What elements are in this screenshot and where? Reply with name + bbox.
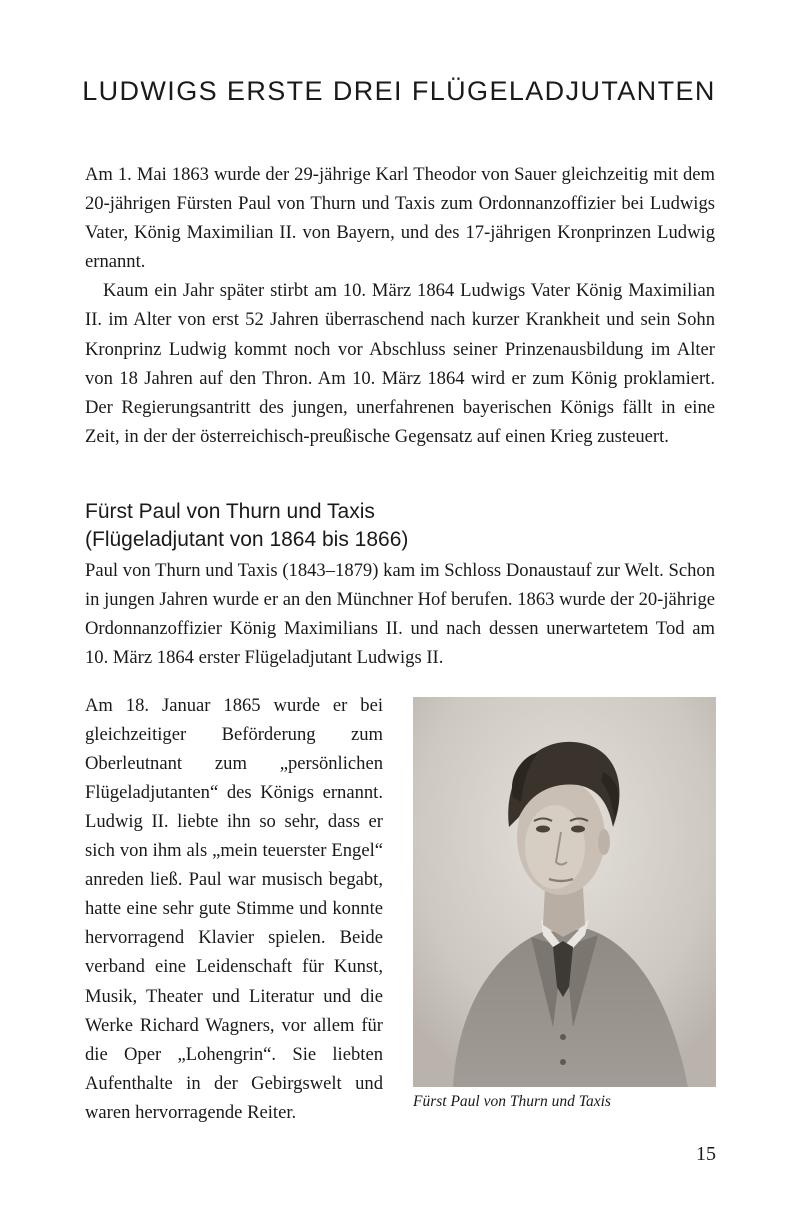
intro-paragraph-2: Kaum ein Jahr später stirbt am 10. März 1864 Ludwigs Vater König Maximilian II. im Alter von erst 52 Jahren überraschend nach kurzer Krankheit und sein Sohn Kronprinz Ludwig kommt noch vor Abschluss seiner Prinzenausbildung im Alter von 18 Jahren auf den Thron. Am 10. März 1864 wird er zum König proklamiert. Der Regierungsantritt des jungen, unerfahrenen bayerischen Königs fällt in eine Zeit, in der der österreichisch-preußische Gegensatz auf einen Krieg zusteuert. <box>85 280 715 447</box>
section-heading-name: Fürst Paul von Thurn und Taxis <box>85 500 375 523</box>
section-paragraph-full: Paul von Thurn und Taxis (1843–1879) kam im Schloss Donaustauf zur Welt. Schon in jungen Jahren wurde er an den Münchner Hof berufen. 1863 wurde der 20-jährige Ordonnanzoffizier König Maximilians II. und nach dessen unerwartetem Tod am 10. März 1864 erster Flügeladjutant Ludwigs II. <box>85 560 715 669</box>
intro-paragraph-1: Am 1. Mai 1863 wurde der 29-jährige Karl Theodor von Sauer gleichzeitig mit dem 20-jährigen Fürsten Paul von Thurn und Taxis zum Ordonnanzoffizier bei Ludwigs Vater, König Maximilian II. von Bayern, und des 17-jährigen Kronprinzen Ludwig ernannt. <box>85 164 715 273</box>
portrait-figure <box>413 697 716 1111</box>
section-body <box>85 556 715 672</box>
intro-text <box>85 160 715 451</box>
section-heading-subtitle: (Flügeladjutant von 1864 bis 1866) <box>85 528 409 551</box>
section-wrap-text <box>85 672 383 1146</box>
page-number: 15 <box>696 1143 716 1165</box>
section-heading <box>85 498 715 554</box>
section-paragraph-wrap: Am 18. Januar 1865 wurde er bei gleichzeitiger Beförderung zum Oberleutnant zum „persönlichen Flügeladjutanten“ des Königs ernannt. Ludwig II. liebte ihn so sehr, dass er sich von ihm als „mein teuerster Engel“ anreden ließ. Paul war musisch begabt, hatte eine sehr gute Stimme und konnte hervorragend Klavier spielen. Beide verband eine Leidenschaft für Kunst, Musik, Theater und Literatur und die Werke Richard Wagners, vor allem für die Oper „Lohengrin“. Sie liebten Aufenthalte in der Gebirgswelt und waren hervorragende Reiter. <box>85 694 383 1123</box>
portrait-caption: Fürst Paul von Thurn und Taxis <box>413 1093 611 1110</box>
chapter-title: LUDWIGS ERSTE DREI FLÜGELADJUTANTEN <box>82 76 716 106</box>
portrait-photo <box>413 697 716 1087</box>
